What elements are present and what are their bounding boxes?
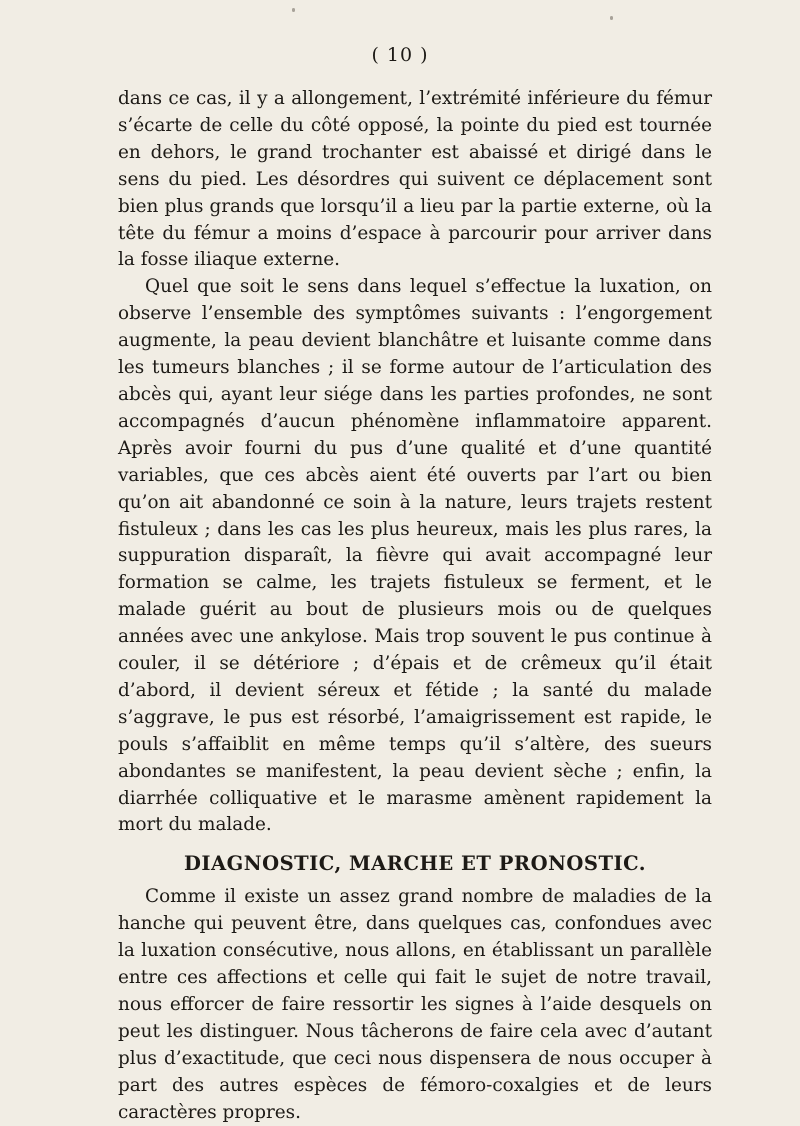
paragraph-diagnostic: Comme il existe un assez grand nombre de maladies de la hanche qui peuvent être, dans quelques cas, confondues avec la luxation consécutive, nous allons, en établissant un parallèle entre ces affections et celle qui fait le sujet de notre travail, nous efforcer de faire ressortir les signes à l’aide desquels on peut les distinguer. Nous tâcherons de faire cela avec d’autant plus d’exactitude, que ceci nous dispensera de nous occuper à part des autres espèces de fémoro-coxalgies et de leurs caractères propres. <box>118 886 712 1123</box>
paragraph-continuation: dans ce cas, il y a allongement, l’extrémité inférieure du fémur s’écarte de celle du côté opposé, la pointe du pied est tournée en dehors, le grand trochanter est abaissé et dirigé dans le sens du pied. Les désordres qui suivent ce déplacement sont bien plus grands que lorsqu’il a lieu par la partie externe, où la tête du fémur a moins d’espace à parcourir pour arriver dans la fosse iliaque externe. <box>118 88 712 271</box>
section-heading: DIAGNOSTIC, MARCHE ET PRONOSTIC. <box>183 852 647 876</box>
page-number: ( 10 ) <box>371 44 429 66</box>
body-text <box>118 86 712 1126</box>
paper-speck <box>292 8 295 12</box>
paper-speck <box>610 16 613 20</box>
paragraph-symptoms: Quel que soit le sens dans lequel s’effectue la luxation, on observe l’ensemble des symptômes suivants : l’engorgement augmente, la peau devient blanchâtre et luisante comme dans les tumeurs blanches ; il se forme autour de l’articulation des abcès qui, ayant leur siége dans les parties profondes, ne sont accompagnés d’aucun phénomène inflammatoire apparent. Après avoir fourni du pus d’une qualité et d’une quantité variables, que ces abcès aient été ouverts par l’art ou bien qu’on ait abandonné ce soin à la nature, leurs trajets restent fistuleux ; dans les cas les plus heureux, mais les plus rares, la suppuration disparaît, la fièvre qui avait accompagné leur formation se calme, les trajets fistuleux se ferment, et le malade guérit au bout de plusieurs mois ou de quelques années avec une ankylose. Mais trop souvent le pus continue à couler, il se détériore ; d’épais et de crêmeux qu’il était d’abord, il devient séreux et fétide ; la santé du malade s’aggrave, le pus est résorbé, l’amaigrissement est rapide, le pouls s’affaiblit en même temps qu’il s’altère, des sueurs abondantes se manifestent, la peau devient sèche ; enfin, la diarrhée colliquative et le marasme amènent rapidement la mort du malade. <box>118 276 712 836</box>
